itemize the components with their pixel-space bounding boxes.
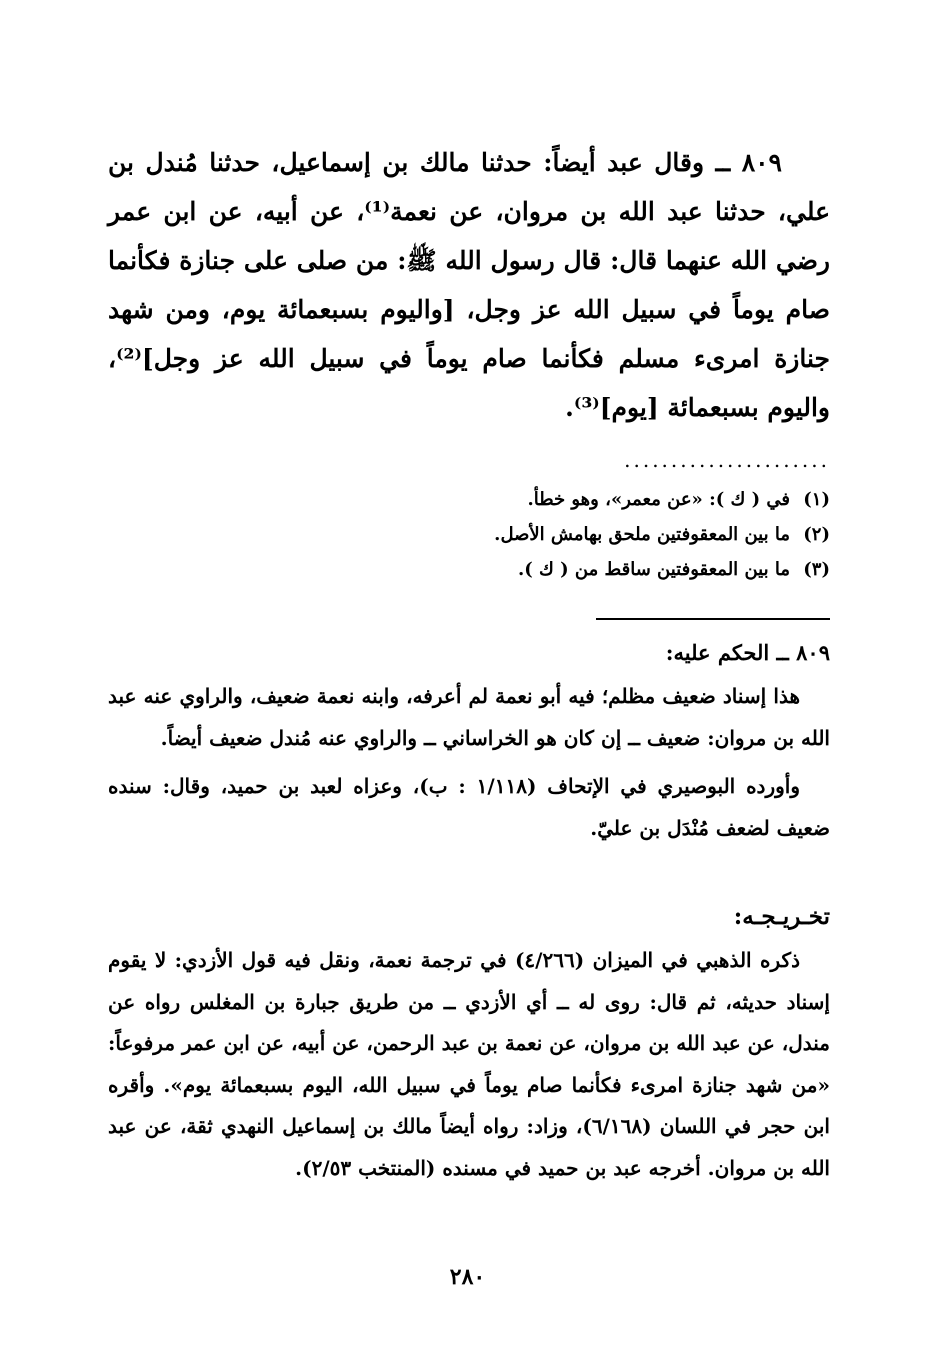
hadith-paragraph: ٨٠٩ ــ وقال عبد أيضاً: حدثنا مالك بن إسماعيل، حدثنا مُندل بن علي، حدثنا عبد الله بن مروان، عن نعمة⁽¹⁾، عن أبيه، عن ابن عمر رضي الله عنهما قال: قال رسول الله ﷺ: من صلى على جنازة فكأنما صام يوماً في سبيل الله عز وجل، [واليوم بسبعمائة يوم، ومن شهد جنازة امرىء مسلم فكأنما صام يوماً في سبيل الله عز وجل]⁽²⁾، واليوم بسبعمائة [يوم]⁽³⁾. bbox=[108, 148, 831, 422]
takhrij-paragraph: ذكره الذهبي في الميزان (٤/٢٦٦) في ترجمة نعمة، ونقل فيه قول الأزدي: لا يقوم إسناد حديثه، ثم قال: روى له ــ أي الأزدي ــ من طريق جبارة بن المغلس رواه عن مندل، عن عبد الله بن مروان، عن نعمة بن عبد الرحمن، عن أبيه، عن ابن عمر مرفوعاً: «من شهد جنازة امرىء فكأنما صام يوماً في سبيل الله، اليوم بسبعمائة يوم». وأقره ابن حجر في اللسان (٦/١٦٨)، وزاد: رواه أيضاً مالك بن إسماعيل النهدي ثقة، عن عبد الله بن مروان. أخرجه عبد بن حميد في مسنده (المنتخب ٢/٥٣). bbox=[108, 948, 830, 1180]
hadith-text-block bbox=[108, 138, 830, 432]
ruling-section bbox=[108, 675, 830, 855]
takhrij-section bbox=[108, 940, 830, 1189]
section-divider bbox=[596, 618, 830, 620]
takhrij-heading: تخـريـجـه: bbox=[733, 903, 830, 930]
footnote-text: في ( ك ): «عن معمر»، وهو خطأ. bbox=[527, 489, 790, 510]
footnote-separator: ...................... bbox=[624, 450, 830, 470]
footnote-3 bbox=[310, 552, 830, 587]
ruling-paragraph: وأورده البوصيري في الإتحاف (١/١١٨ : ب)، وعزاه لعبد بن حميد، وقال: سنده ضعيف لضعف مُنْدَل بن عليّ. bbox=[108, 774, 830, 840]
footnote-number: (٢) bbox=[803, 524, 830, 545]
page-number: ٢٨٠ bbox=[449, 1264, 486, 1290]
ruling-paragraph: هذا إسناد ضعيف مظلم؛ فيه أبو نعمة لم أعرفه، وابنه نعمة ضعيف، والراوي عنه عبد الله بن مروان: ضعيف ــ إن كان هو الخراساني ــ والراوي عنه مُندل ضعيف أيضاً. bbox=[108, 684, 830, 750]
footnote-text: ما بين المعقوفتين ساقط من ( ك ). bbox=[517, 559, 790, 580]
footnotes bbox=[310, 482, 830, 587]
footnote-number: (٣) bbox=[803, 559, 830, 580]
footnote-text: ما بين المعقوفتين ملحق بهامش الأصل. bbox=[494, 524, 790, 545]
footnote-1 bbox=[310, 482, 830, 517]
footnote-2 bbox=[310, 517, 830, 552]
footnote-number: (١) bbox=[803, 489, 830, 510]
ruling-heading: ٨٠٩ ــ الحكم عليه: bbox=[665, 640, 830, 665]
